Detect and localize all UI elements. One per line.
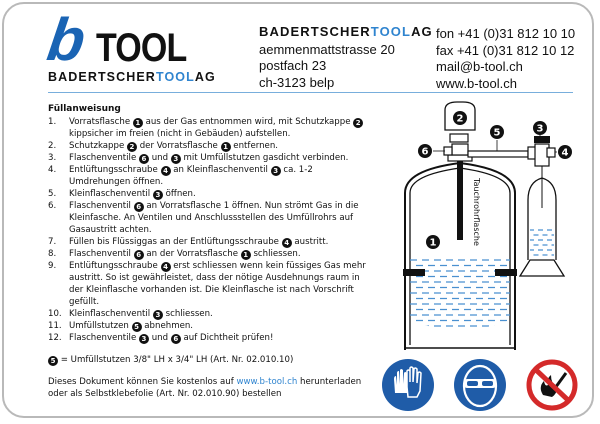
- instruction-step: [48, 260, 368, 308]
- instruction-step: [48, 236, 368, 248]
- brand-suffix: AG: [194, 70, 216, 84]
- callout-5: [490, 125, 504, 139]
- step-number: 12.: [48, 333, 62, 343]
- step-number: 7.: [48, 237, 57, 247]
- brand-blue: TOOL: [370, 24, 412, 39]
- callout-badge: 5: [48, 356, 58, 366]
- instruction-step: [48, 320, 368, 332]
- step-text: schliessen.: [162, 309, 213, 319]
- callout-badge: 5: [132, 322, 142, 332]
- address-city: ch-3123 belp: [259, 74, 335, 90]
- download-note-text: Dieses Dokument können Sie kostenlos auf: [48, 377, 237, 387]
- callout-badge: 6: [134, 202, 144, 212]
- callout-badge: 2: [127, 142, 137, 152]
- callout-6: [418, 144, 432, 158]
- vent-screw: [547, 148, 555, 157]
- svg-text:1: 1: [429, 237, 437, 249]
- cylinder-band: [495, 269, 517, 276]
- gloves-required-sign: [382, 359, 434, 411]
- callout-badge: 4: [282, 238, 292, 248]
- callout-badge: 4: [161, 262, 171, 272]
- svg-text:6: 6: [421, 146, 429, 158]
- callout-badge: 3: [271, 166, 281, 176]
- valve-handwheel: [444, 147, 452, 155]
- step-text: an Kleinflaschenventil: [170, 165, 271, 175]
- step-number: 8.: [48, 249, 57, 259]
- step-text: aus der Gas entnommen wird, mit Schutzkappe: [142, 117, 354, 127]
- step-text: der Vorratsflasche: [136, 141, 221, 151]
- callout-badge: 1: [241, 250, 251, 260]
- instruction-step: [48, 332, 368, 344]
- cylinder-foot: [520, 260, 564, 276]
- step-number: 11.: [48, 321, 62, 331]
- svg-text:2: 2: [456, 113, 464, 125]
- callout-badge: 1: [221, 142, 231, 152]
- step-text: und: [148, 333, 171, 343]
- dip-tube-label: Tauchrohrflasche: [472, 178, 481, 246]
- step-text: abnehmen.: [141, 321, 194, 331]
- step-text: auf Dichtheit prüfen!: [180, 333, 274, 343]
- step-text: Flaschenventil: [69, 201, 134, 211]
- brand-dark: BADERTSCHER: [259, 24, 371, 39]
- callout-1: [426, 235, 440, 249]
- step-number: 10.: [48, 309, 62, 319]
- step-text: Umfüllstutzen: [69, 321, 132, 331]
- company-address: [259, 24, 433, 91]
- adapter-note: [48, 354, 368, 366]
- step-text: öffnen.: [162, 189, 196, 199]
- svg-text:3: 3: [536, 123, 544, 135]
- instruction-step: [48, 188, 368, 200]
- callout-badge: 2: [353, 118, 363, 128]
- contact-phone: fon +41 (0)31 812 10 10: [436, 26, 576, 41]
- step-text: austritt.: [291, 237, 329, 247]
- step-text: Entlüftungsschraube: [69, 165, 161, 175]
- step-text: Flaschenventile: [69, 333, 139, 343]
- callout-badge: 4: [161, 166, 171, 176]
- instruction-step: [48, 116, 368, 140]
- supply-cylinder: [403, 102, 517, 350]
- instruction-step: [48, 248, 368, 260]
- brand-blue: TOOL: [155, 70, 195, 84]
- step-text: kippsicher im freien (nicht in Gebäuden) aufstellen.: [69, 129, 291, 139]
- logo-b-mark: b: [43, 6, 88, 73]
- address-street: aemmenmattstrasse 20: [259, 41, 395, 57]
- svg-text:4: 4: [561, 147, 569, 159]
- company-brand: [259, 24, 433, 41]
- download-note-text-end: herunterladen oder als Selbstklebefolie (Art. Nr. 02.010.90) bestellen: [48, 377, 362, 399]
- step-text: mit Umfüllstutzen gasdicht verbinden.: [180, 153, 349, 163]
- dip-tube: [457, 160, 463, 240]
- step-text: an der Vorratsflasche: [143, 249, 241, 259]
- step-text: Kleinflaschenventil: [69, 189, 153, 199]
- step-number: 4.: [48, 165, 57, 175]
- logo-brand-line: [48, 70, 216, 84]
- instruction-step: [48, 164, 368, 188]
- step-text: Schutzkappe: [69, 141, 127, 151]
- brand-suffix: AG: [411, 24, 433, 39]
- instruction-step: [48, 200, 368, 236]
- step-text: und: [148, 153, 171, 163]
- contact-fax: fax +41 (0)31 812 10 12: [436, 42, 575, 58]
- callout-badge: 1: [133, 118, 143, 128]
- step-number: 1.: [48, 117, 57, 127]
- instruction-step: [48, 152, 368, 164]
- step-text: Entlüftungsschraube: [69, 261, 161, 271]
- callout-badge: 3: [153, 190, 163, 200]
- cylinder-diagram: [370, 100, 600, 350]
- step-text: Vorratsflasche: [69, 117, 133, 127]
- svg-text:5: 5: [493, 127, 501, 139]
- goggles-required-sign: [454, 359, 506, 411]
- header-divider: [48, 92, 573, 93]
- step-text: schliessen.: [250, 249, 301, 259]
- download-note: [48, 376, 368, 400]
- website-link[interactable]: www.b-tool.ch: [236, 377, 298, 387]
- address-po-box: postfach 23: [259, 58, 327, 73]
- logo-tool-word: TOOL: [96, 26, 187, 70]
- step-text: an Vorratsflasche 1 öffnen. Nun strömt Gas in die Kleinfasche. An Ventilen und Anschlussstellen des Umfüllrohrs auf Gasaustritt achten.: [69, 201, 359, 235]
- callout-3: [533, 121, 547, 135]
- no-open-flame-sign: [529, 362, 575, 408]
- step-number: 2.: [48, 141, 57, 151]
- step-text: Flaschenventile: [69, 153, 139, 163]
- transfer-pipe: [468, 151, 528, 157]
- callout-badge: 6: [134, 250, 144, 260]
- step-text: Füllen bis Flüssiggas an der Entlüftungsschraube: [69, 237, 282, 247]
- contact-block: [436, 26, 575, 92]
- callout-2: [453, 111, 467, 125]
- cylinder-band: [403, 269, 425, 276]
- step-number: 9.: [48, 261, 57, 271]
- callout-badge: 3: [139, 334, 149, 344]
- callout-badge: 3: [171, 154, 181, 164]
- instruction-steps: [48, 116, 368, 344]
- safety-signs: [380, 357, 580, 417]
- callout-badge: 6: [171, 334, 181, 344]
- contact-web[interactable]: www.b-tool.ch: [436, 75, 517, 91]
- instruction-step: [48, 308, 368, 320]
- brand-dark: BADERTSCHER: [48, 70, 156, 84]
- contact-email[interactable]: mail@b-tool.ch: [436, 59, 523, 74]
- step-text: ca. 1-2 Umdrehungen öffnen.: [69, 165, 313, 187]
- instruction-step: [48, 140, 368, 152]
- valve-knob: [534, 136, 550, 143]
- step-text: Flaschenventil: [69, 249, 134, 259]
- callout-badge: 3: [153, 310, 163, 320]
- step-text: entfernen.: [230, 141, 279, 151]
- callout-4: [558, 145, 572, 159]
- step-number: 3.: [48, 153, 57, 163]
- callout-badge: 6: [139, 154, 149, 164]
- main-valve: [452, 144, 468, 155]
- instructions-title: Füllanweisung: [48, 104, 121, 114]
- filling-instructions: [48, 103, 368, 400]
- step-number: 5.: [48, 189, 57, 199]
- step-text: erst schliessen wenn kein füssiges Gas mehr austritt. So ist gewährleistet, dass der nötige Ausdehnungs raum in der Kleinflasche vorhanden ist. Die Kleinflasche ist nach Vorschrift gefüllt.: [69, 261, 366, 307]
- step-number: 6.: [48, 201, 57, 211]
- step-text: Kleinflaschenventil: [69, 309, 153, 319]
- adapter-note-text: = Umfüllstutzen 3/8" LH x 3/4" LH (Art. Nr. 02.010.10): [58, 355, 294, 365]
